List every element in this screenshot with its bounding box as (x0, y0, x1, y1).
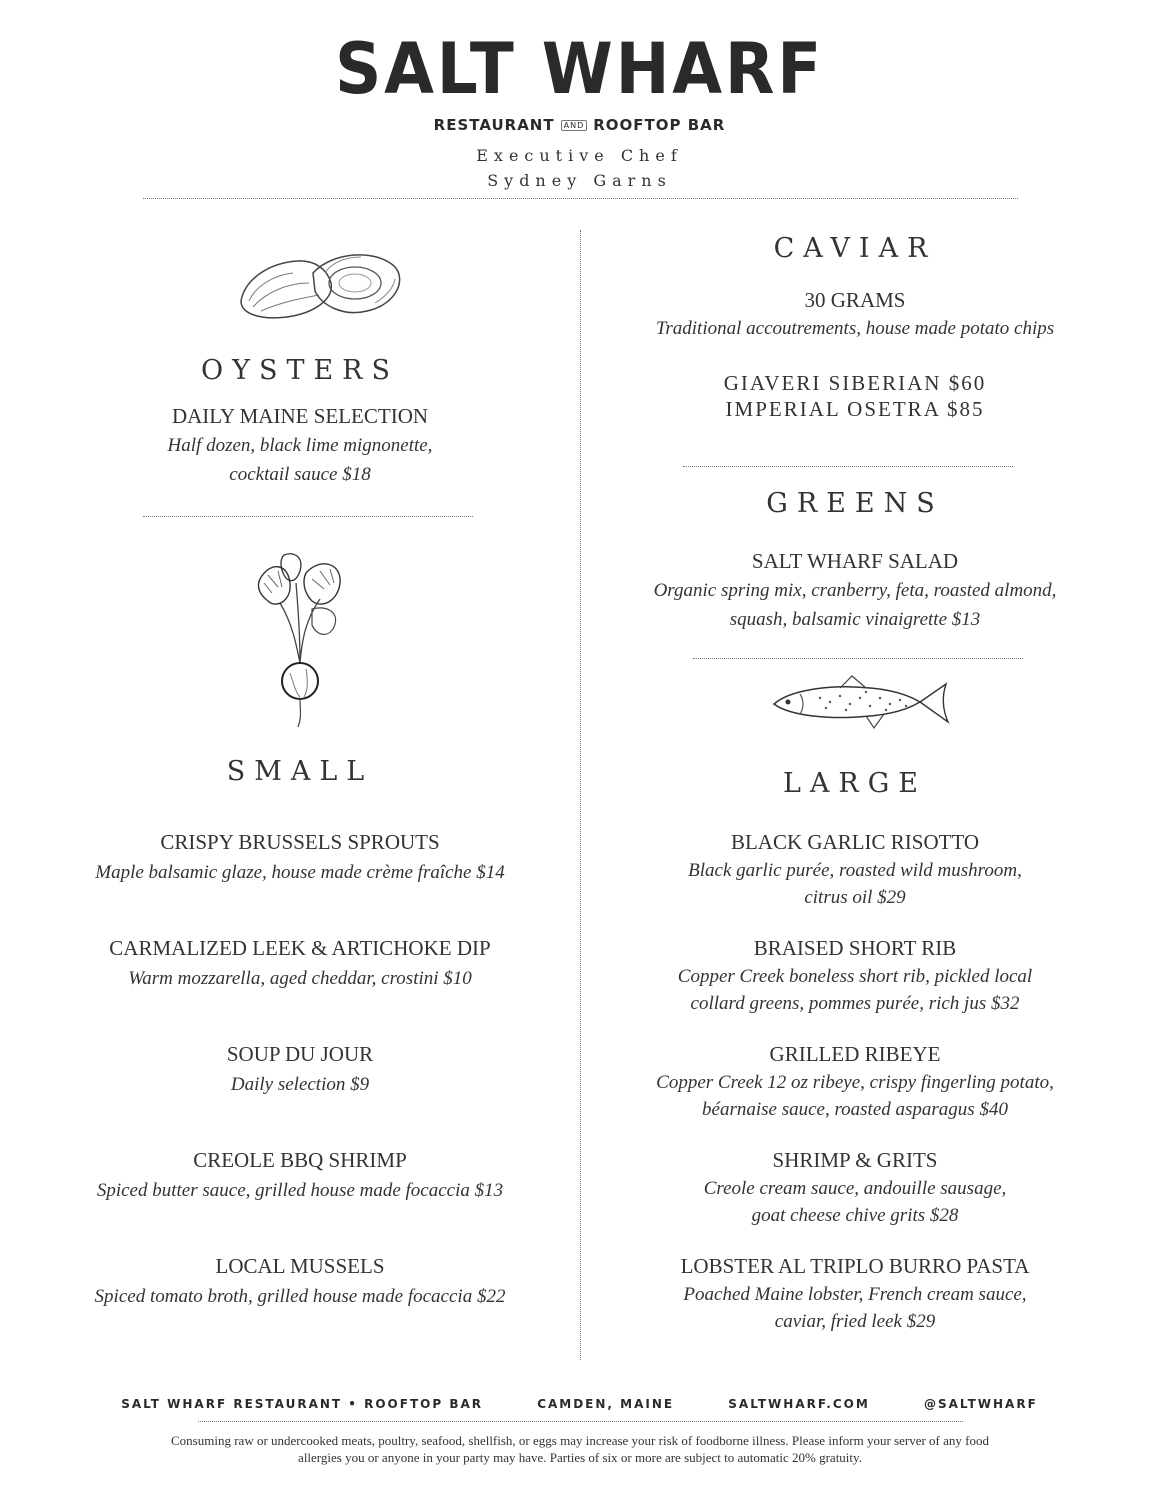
menu-item-description: Maple balsamic glaze, house made crème fraîche $14 (95, 862, 505, 883)
chef-name: Sydney Garns (487, 171, 672, 190)
caviar-description: Traditional accoutrements, house made potato chips (655, 318, 1055, 339)
radish-illustration-icon (250, 553, 350, 728)
restaurant-subtitle (0, 116, 1159, 134)
section-title-large: LARGE (782, 768, 928, 799)
and-ampersand-mark: AND (561, 120, 588, 131)
menu-item-name: CRISPY BRUSSELS SPROUTS (160, 830, 440, 854)
disclaimer-line: Consuming raw or undercooked meats, poultry, seafood, shellfish, or eggs may increase your risk of foodborne illness. Please inform your server of any food (171, 1433, 989, 1448)
disclaimer-line: allergies you or anyone in your party may have. Parties of six or more are subject to automatic 20% gratuity. (298, 1450, 862, 1465)
menu-item-name: BLACK GARLIC RISOTTO (730, 830, 980, 854)
footer-disclaimer (100, 1432, 1060, 1466)
chef-title: Executive Chef (476, 146, 683, 165)
menu-item-description: caviar, fried leek $29 (774, 1311, 936, 1332)
footer-website[interactable]: SALTWHARF.COM (728, 1397, 870, 1411)
menu-item-name: SHRIMP & GRITS (772, 1148, 938, 1172)
section-title-greens: GREENS (766, 488, 944, 519)
menu-item-name: SALT WHARF SALAD (751, 549, 959, 573)
caviar-portion: 30 GRAMS (804, 288, 906, 312)
caviar-option: GIAVERI SIBERIAN $60 (723, 371, 987, 395)
restaurant-name: SALT WHARF (335, 28, 824, 110)
menu-item-name: CREOLE BBQ SHRIMP (193, 1148, 407, 1172)
menu-item-description: Black garlic purée, roasted wild mushroom, (688, 860, 1022, 881)
menu-item-description: Spiced tomato broth, grilled house made focaccia $22 (94, 1286, 506, 1307)
menu-item-description: Warm mozzarella, aged cheddar, crostini $10 (128, 968, 472, 989)
menu-item-name: BRAISED SHORT RIB (753, 936, 957, 960)
menu-item-description: Copper Creek boneless short rib, pickled local (677, 966, 1033, 987)
menu-item-name: SOUP DU JOUR (226, 1042, 374, 1066)
menu-item-description: Creole cream sauce, andouille sausage, (703, 1178, 1007, 1199)
oyster-illustration-icon (235, 243, 405, 325)
menu-item-description: Daily selection $9 (230, 1074, 370, 1095)
footer-restaurant: SALT WHARF RESTAURANT • ROOFTOP BAR (121, 1397, 483, 1411)
footer-divider (198, 1421, 963, 1422)
footer-location: CAMDEN, MAINE (537, 1397, 675, 1411)
oysters-divider (143, 516, 473, 517)
menu-item-description: Poached Maine lobster, French cream sauce, (683, 1284, 1027, 1305)
section-title-caviar: CAVIAR (773, 233, 937, 264)
menu-item-description: Half dozen, black lime mignonette, (167, 435, 433, 456)
subtitle-restaurant: RESTAURANT (433, 116, 555, 134)
menu-item-description: goat cheese chive grits $28 (751, 1205, 959, 1226)
footer-info-bar (0, 1397, 1159, 1411)
menu-item-description: citrus oil $29 (804, 887, 906, 908)
caviar-divider (683, 466, 1013, 467)
menu-item-name: LOCAL MUSSELS (215, 1254, 385, 1278)
header-divider (143, 198, 1018, 199)
menu-item-description: cocktail sauce $18 (229, 464, 371, 485)
menu-item-name: GRILLED RIBEYE (769, 1042, 941, 1066)
menu-item-name: LOBSTER AL TRIPLO BURRO PASTA (680, 1254, 1030, 1278)
menu-item-name: DAILY MAINE SELECTION (171, 404, 429, 428)
subtitle-rooftop-bar: ROOFTOP BAR (593, 116, 726, 134)
menu-item-description: Organic spring mix, cranberry, feta, roasted almond, (653, 580, 1057, 601)
column-divider (580, 230, 581, 1360)
menu-item-description: collard greens, pommes purée, rich jus $32 (690, 993, 1020, 1014)
menu-item-name: CARMALIZED LEEK & ARTICHOKE DIP (109, 936, 491, 960)
footer-social[interactable]: @SALTWHARF (924, 1397, 1038, 1411)
menu-item-description: squash, balsamic vinaigrette $13 (729, 609, 981, 630)
section-title-small: SMALL (226, 756, 374, 787)
caviar-option: IMPERIAL OSETRA $85 (725, 397, 985, 421)
menu-item-description: béarnaise sauce, roasted asparagus $40 (702, 1099, 1008, 1120)
fish-illustration-icon (770, 672, 952, 734)
menu-item-description: Spiced butter sauce, grilled house made focaccia $13 (96, 1180, 504, 1201)
greens-divider (693, 658, 1023, 659)
menu-item-description: Copper Creek 12 oz ribeye, crispy fingerling potato, (656, 1072, 1054, 1093)
section-title-oysters: OYSTERS (201, 355, 399, 386)
